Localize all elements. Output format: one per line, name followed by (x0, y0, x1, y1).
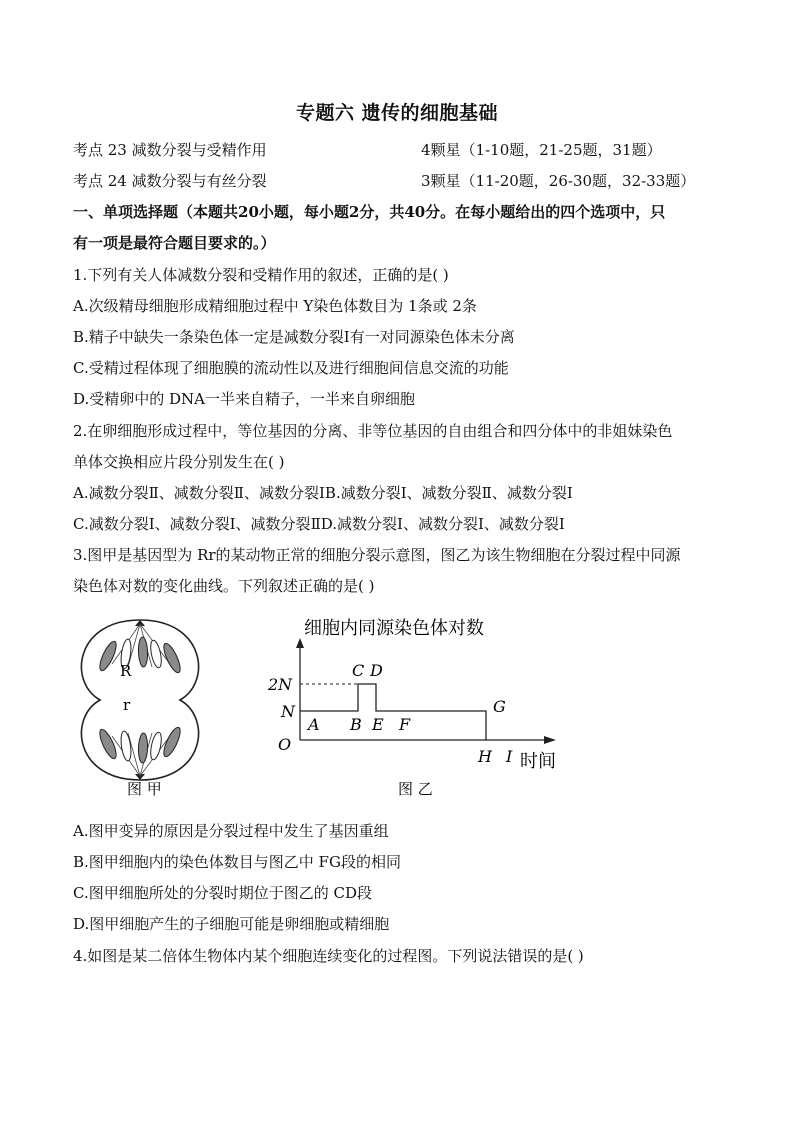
figure-yi-caption: 图 乙 (398, 780, 433, 798)
question-1-option-c: C.受精过程体现了细胞膜的流动性以及进行细胞间信息交流的功能 (73, 359, 509, 377)
section-header-line-1: 一、单项选择题（本题共20小题，每小题2分，共40分。在每小题给出的四个选项中，只 (73, 203, 666, 221)
lower-chromosomes (97, 725, 184, 763)
topic-name: 考点 24 减数分裂与有丝分裂 (73, 172, 267, 190)
point-D: D (370, 661, 383, 680)
gene-label-lower: r (123, 696, 131, 714)
point-B: B (350, 715, 362, 734)
question-2-options-cd: C.减数分裂Ⅰ、减数分裂Ⅰ、减数分裂ⅡD.减数分裂Ⅰ、减数分裂Ⅰ、减数分裂Ⅰ (73, 515, 565, 533)
upper-chromosomes (97, 637, 184, 675)
point-I: I (506, 747, 513, 766)
question-3-option-d: D.图甲细胞产生的子细胞可能是卵细胞或精细胞 (73, 915, 390, 933)
topic-row-1 (73, 139, 662, 160)
figures-svg (0, 612, 794, 812)
topic-name: 考点 23 减数分裂与受精作用 (73, 141, 267, 159)
point-A: A (308, 715, 320, 734)
question-2-options-ab: A.减数分裂Ⅱ、减数分裂Ⅱ、减数分裂ⅠB.减数分裂Ⅰ、减数分裂Ⅱ、减数分裂Ⅰ (73, 484, 573, 502)
y-axis-label: 细胞内同源染色体对数 (304, 618, 484, 639)
tick-N: N (281, 702, 295, 721)
topic-info: 3颗星（11-20题，26-30题，32-33题） (421, 172, 696, 190)
question-3-option-b: B.图甲细胞内的染色体数目与图乙中 FG段的相同 (73, 853, 401, 871)
gene-label-upper: R (120, 662, 132, 680)
question-3-stem-line-2: 染色体对数的变化曲线。下列叙述正确的是( ) (73, 577, 375, 595)
figure-jia-caption: 图 甲 (127, 780, 162, 798)
x-axis-label: 时间 (520, 751, 556, 772)
figure-jia-cell (81, 620, 198, 780)
question-4-stem: 4.如图是某二倍体生物体内某个细胞连续变化的过程图。下列说法错误的是( ) (73, 947, 584, 965)
question-1-option-d: D.受精卵中的 DNA一半来自精子，一半来自卵细胞 (73, 390, 416, 408)
point-E: E (372, 715, 384, 734)
tick-2N: 2N (268, 675, 293, 694)
point-G: G (493, 697, 506, 716)
question-3-option-c: C.图甲细胞所处的分裂时期位于图乙的 CD段 (73, 884, 372, 902)
question-3-figures (0, 612, 794, 812)
question-1-option-b: B.精子中缺失一条染色体一定是减数分裂Ⅰ有一对同源染色体未分离 (73, 328, 515, 346)
topic-row-2 (73, 170, 696, 191)
figure-yi-graph (267, 618, 556, 772)
question-3-option-a: A.图甲变异的原因是分裂过程中发生了基因重组 (73, 822, 389, 840)
topic-info: 4颗星（1-10题，21-25题，31题） (421, 141, 662, 159)
point-C: C (352, 661, 365, 680)
point-H: H (478, 747, 492, 766)
homolog-pairs-curve (300, 684, 486, 740)
origin-label: O (278, 735, 292, 754)
question-1-option-a: A.次级精母细胞形成精细胞过程中 Y染色体数目为 1条或 2条 (73, 297, 477, 315)
page-title: 专题六 遗传的细胞基础 (295, 102, 499, 124)
question-2-stem-line-1: 2.在卵细胞形成过程中，等位基因的分离、非等位基因的自由组合和四分体中的非姐妹染色 (73, 422, 673, 440)
question-3-stem-line-1: 3.图甲是基因型为 Rr的某动物正常的细胞分裂示意图，图乙为该生物细胞在分裂过程中同源 (73, 546, 681, 564)
point-F: F (399, 715, 411, 734)
question-2-stem-line-2: 单体交换相应片段分别发生在( ) (73, 453, 285, 471)
section-header-line-2: 有一项是最符合题目要求的。） (73, 234, 276, 252)
question-1-stem: 1.下列有关人体减数分裂和受精作用的叙述，正确的是( ) (73, 266, 449, 284)
